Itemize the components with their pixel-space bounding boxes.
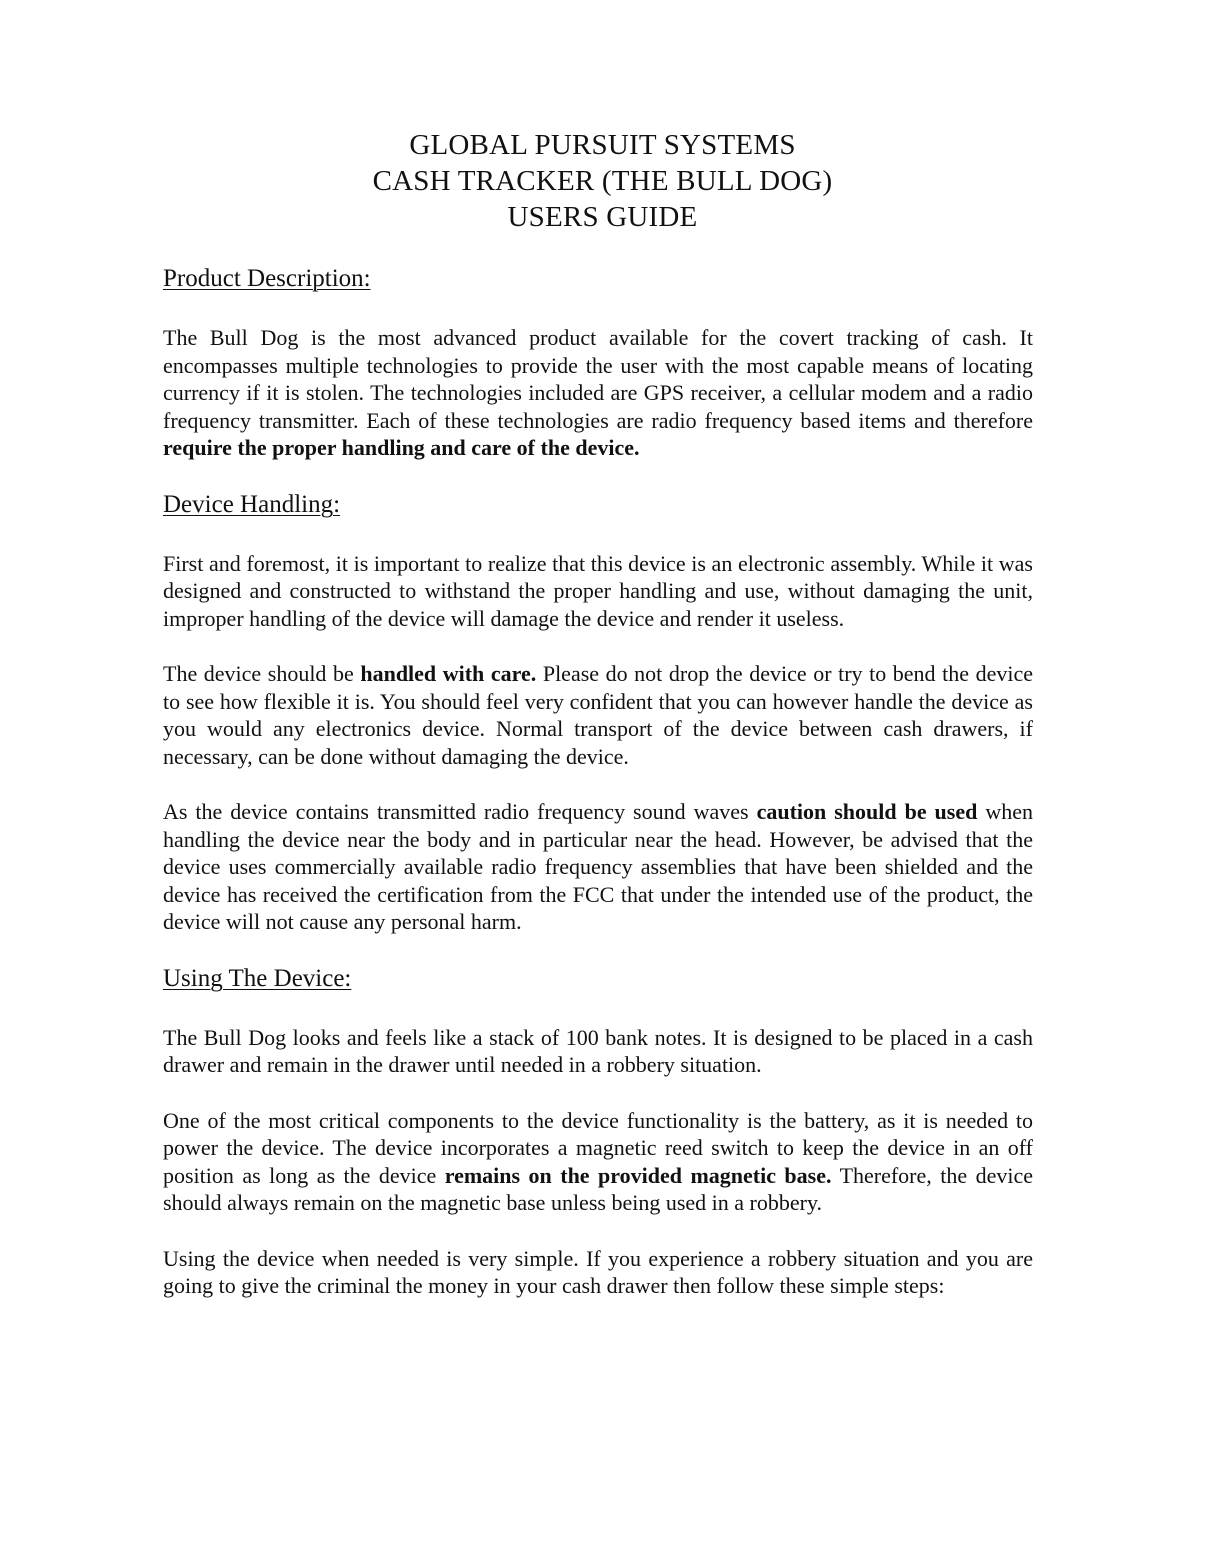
emphasis-handling-care: require the proper handling and care of the device. <box>163 435 640 460</box>
paragraph-simple-steps: Using the device when needed is very simple. If you experience a robbery situation and you are going to give the criminal the money in your cash drawer then follow these simple steps: <box>163 1245 1033 1298</box>
paragraph-text: As the device contains transmitted radio frequency sound waves <box>163 799 757 824</box>
section-using-device <box>163 964 1033 1300</box>
paragraph-radio-caution <box>163 798 1033 936</box>
paragraph-bank-notes: The Bull Dog looks and feels like a stack of 100 bank notes. It is designed to be placed in a cash drawer and remain in the drawer until needed in a robbery situation. <box>163 1024 1033 1077</box>
paragraph-battery <box>163 1107 1033 1217</box>
section-device-handling <box>163 490 1033 936</box>
paragraph-text: The device should be <box>163 661 361 686</box>
paragraph-handled-with-care <box>163 660 1033 770</box>
heading-product-description: Product Description: <box>163 265 371 292</box>
paragraph-text: when handling the device near the body and in particular near the head. However, be advised that the device uses commercially available radio frequency assemblies that have been shielded and the device has received the certification from the FCC that under the intended use of the product, the device will not cause any personal harm. <box>163 799 1033 934</box>
document-body <box>163 264 1033 1328</box>
title-product: CASH TRACKER (THE BULL DOG) <box>372 165 833 197</box>
paragraph-text: Therefore, the device should always remain on the magnetic base unless being used in a robbery. <box>163 1162 1033 1215</box>
title-company: GLOBAL PURSUIT SYSTEMS <box>409 129 796 161</box>
emphasis-handled-with-care: handled with care. <box>360 661 537 686</box>
paragraph-electronic-assembly: First and foremost, it is important to realize that this device is an electronic assembly. While it was designed and constructed to withstand the proper handling and use, without damaging the unit, improper handling of the device will damage the device and render it useless. <box>163 550 1033 631</box>
emphasis-magnetic-base: remains on the provided magnetic base. <box>444 1162 832 1188</box>
heading-using-device: Using The Device: <box>163 964 352 992</box>
paragraph-text: The Bull Dog is the most advanced product available for the covert tracking of cash. It encompasses multiple technologies to provide the user with the most capable means of locating currency if it is stolen. The technologies included are GPS receiver, a cellular modem and a radio frequency transmitter. Each of these technologies are radio frequency based items and therefore <box>163 325 1033 433</box>
document-title <box>0 127 1205 235</box>
title-guide: USERS GUIDE <box>507 201 698 233</box>
heading-device-handling: Device Handling: <box>163 490 341 518</box>
paragraph-text: One of the most critical components to the device functionality is the battery, as it is needed to power the device. The device incorporates a magnetic reed switch to keep the device in an off position as long as the device <box>163 1107 1033 1188</box>
paragraph-product-description <box>163 324 1033 462</box>
section-product-description <box>163 264 1033 462</box>
emphasis-caution: caution should be used <box>756 799 978 824</box>
paragraph-text: Please do not drop the device or try to bend the device to see how flexible it is. You should feel very confident that you can however handle the device as you would any electronics device. Normal transport of the device between cash drawers, if necessary, can be done without damaging the device. <box>163 661 1033 769</box>
